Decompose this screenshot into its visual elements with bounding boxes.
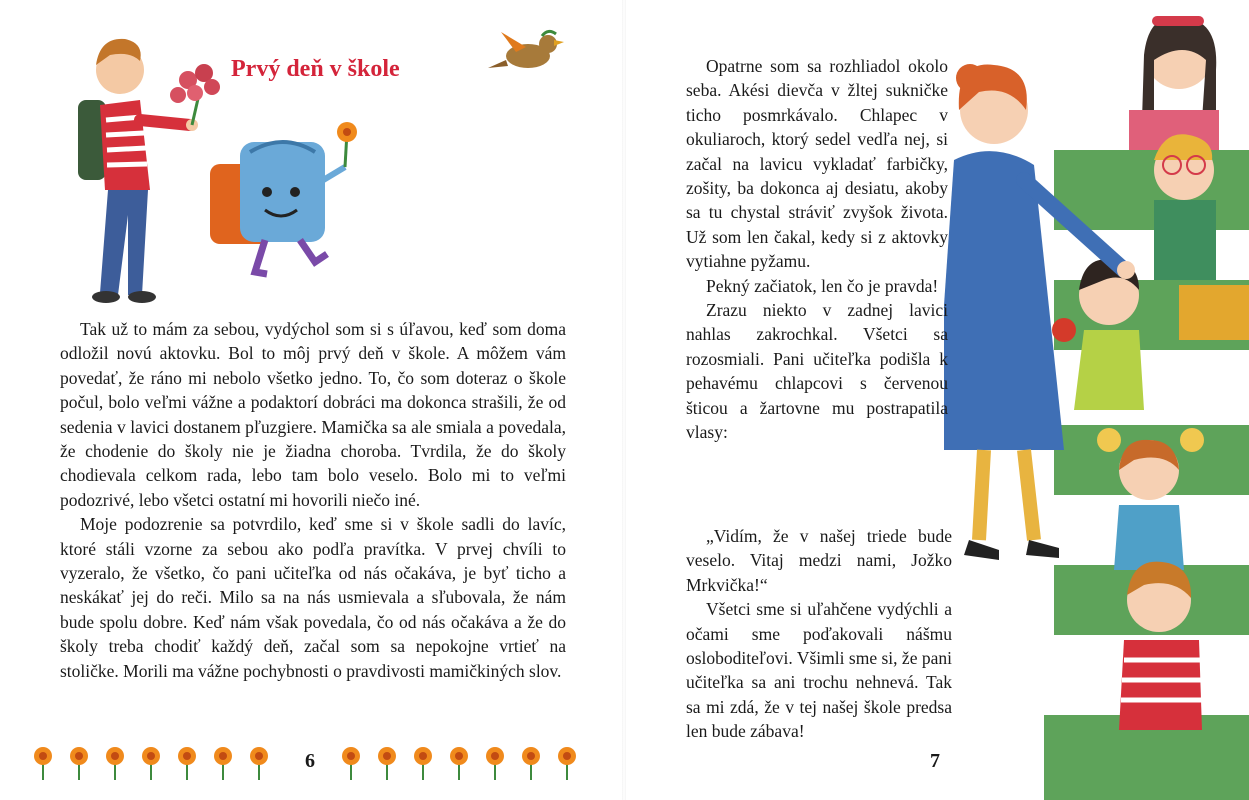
paragraph: Moje podozrenie sa potvrdilo, keď sme si v škole sadli do lavíc, ktoré stáli vzorne za sebou ako podľa pravítka. V prvej chvíli to vyzeralo, že všetko, čo pani učiteľka od nás očakáva, je byť ticho a neskákať jej do reči. Milo sa na nás usmievala a sľubovala, že nám bude spolu dobre. Keď nám však povedala, čo od nás očakáva a že do školy treba chodiť každý deň, začal som sa nepokojne vrtieť na stoličke. Morili ma vážne pochybnosti o pravdivosti mamičkiných slov.: [60, 514, 566, 681]
walking-schoolbag-illustration: [205, 122, 375, 292]
flower-icon: [482, 744, 508, 780]
right-page: [624, 0, 1249, 800]
paragraph: „Vidím, že v našej triede bude veselo. Vitaj medzi nami, Jožko Mrkvička!“: [686, 526, 952, 595]
paragraph: Pekný začiatok, len čo je pravda!: [706, 275, 939, 296]
flower-icon: [102, 744, 128, 780]
flower-icon: [246, 744, 272, 780]
chapter-title: Prvý deň v škole: [231, 56, 400, 82]
flower-icon: [210, 744, 236, 780]
flower-icon: [410, 744, 436, 780]
flower-icon: [446, 744, 472, 780]
paragraph: Tak už to mám za sebou, vydýchol som si s úľavou, keď som doma odložil novú aktovku. Bol to môj prvý deň v škole. A môžem vám povedať, že ráno mi nebolo všetko jedno. To, čo som doteraz o škole počul, bolo veľmi vážne a podaktorí dobráci ma dokonca strašili, že od sedenia v lavici dostanem pľuzgiere. Mamička sa ale smiala a povedala, že chodenie do školy nie je žiadna choroba. Tvrdila, že do školy chodievala celkom rada, lebo tam bolo veselo. Bolo mi to veľmi podozrivé, lebo všetci ostatní mi hovorili niečo iné.: [60, 319, 566, 510]
flower-icon: [554, 744, 580, 780]
left-page-text: [60, 317, 566, 683]
paragraph: Opatrne som sa rozhliadol okolo seba. Akési dievča v žltej sukničke ticho posmrkávalo. Chlapec v okuliaroch, ktorý sedel vedľa nej, si začal na lavicu vykladať farbičky, zošity, ba dokonca aj desiatu, akoby sa tu chystal stráviť zvyšok života. Už som len čakal, kedy si z aktovky vytiahne pyžamu.: [686, 56, 948, 272]
right-page-text-top: [686, 54, 948, 445]
paragraph: Všetci sme si uľahčene vydýchli a očami sme poďakovali nášmu osloboditeľovi. Všimli sme si, že pani učiteľka sa ani trochu nehnevá. Tak sa mi zdá, že v tej našej škole predsa len bude zábava!: [686, 599, 952, 742]
flower-border-left: [30, 744, 600, 782]
flower-icon: [174, 744, 200, 780]
flower-icon: [338, 744, 364, 780]
page-number: 7: [930, 750, 940, 772]
flower-icon: [138, 744, 164, 780]
flower-icon: [66, 744, 92, 780]
page-number: 6: [305, 750, 315, 772]
flower-icon: [518, 744, 544, 780]
paragraph: Zrazu niekto v zadnej lavici nahlas zakrochkal. Všetci sa rozosmiali. Pani učiteľka podišla k pehavému chlapcovi s červenou šticou a žartovne mu postrapatila vlasy:: [686, 300, 948, 443]
flower-icon: [30, 744, 56, 780]
left-page: [0, 0, 624, 800]
right-page-text-bottom: [686, 524, 952, 744]
flower-icon: [374, 744, 400, 780]
bird-icon: [486, 22, 566, 82]
classroom-illustration: [944, 0, 1249, 800]
